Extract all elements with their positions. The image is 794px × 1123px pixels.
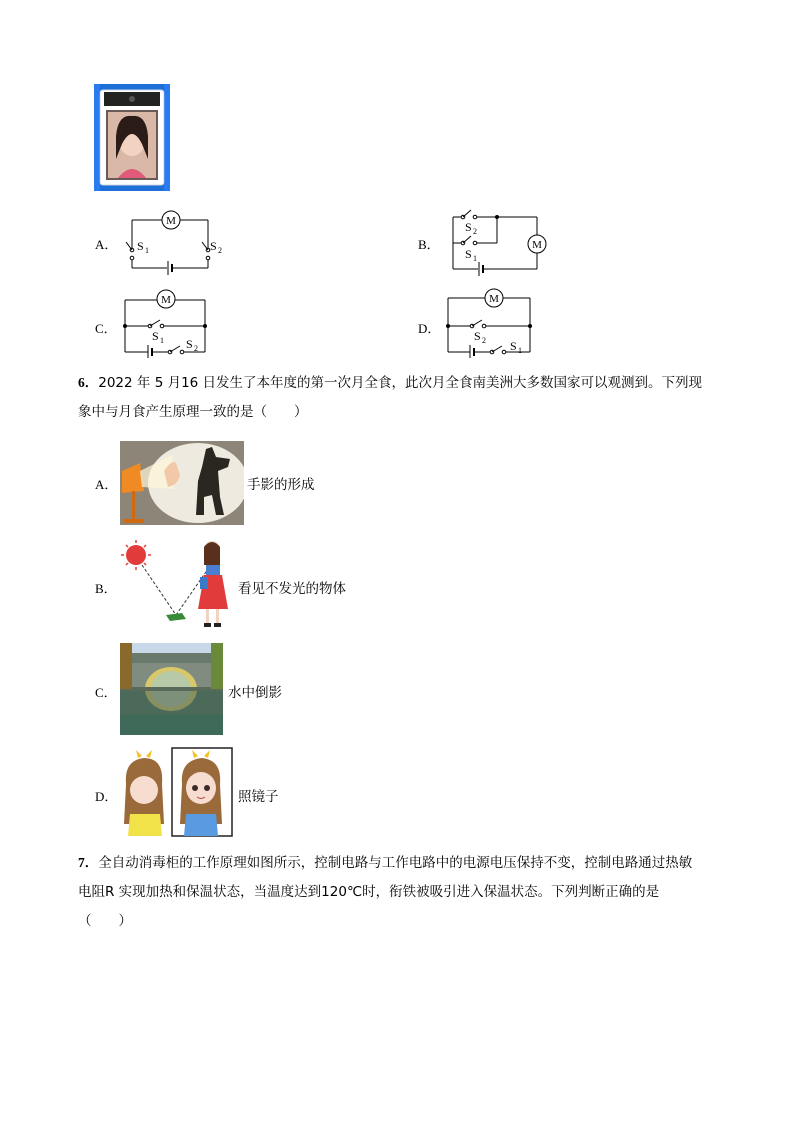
svg-text:2: 2 [473, 227, 477, 236]
svg-text:S: S [210, 239, 217, 253]
question-6-line1: 2022 年 5 月16 日发生了本年度的第一次月全食，此次月全食南美洲大多数国家可以观测到。下列现 [98, 375, 703, 391]
svg-text:1: 1 [160, 336, 164, 345]
question-7-number: 7． [78, 855, 99, 870]
question-6-line2: 象中与月食产生原理一致的是（ ） [78, 404, 308, 420]
q5-option-b-circuit [445, 205, 555, 285]
question-7-line2: 电阻R 实现加热和保温状态，当温度达到120℃时，衔铁被吸引进入保温状态。下列判断正确的是 [78, 884, 660, 900]
svg-text:1: 1 [518, 346, 522, 355]
svg-text:1: 1 [145, 246, 149, 255]
svg-text:S: S [465, 247, 472, 261]
q5-option-d-circuit [442, 288, 534, 362]
q6-option-d-caption: 照镜子 [238, 789, 279, 805]
q6-option-a-label: A． [95, 477, 118, 492]
question-7-line3: （ ） [78, 913, 132, 929]
svg-text:S: S [465, 220, 472, 234]
question-6 [78, 368, 758, 427]
q6-option-b-caption: 看见不发光的物体 [238, 581, 346, 597]
q6-option-c-label: C． [95, 685, 117, 700]
svg-text:2: 2 [194, 344, 198, 353]
seeing-objects-image [120, 537, 236, 631]
svg-text:M: M [161, 294, 171, 306]
question-7 [78, 848, 768, 936]
svg-text:S: S [186, 337, 193, 351]
hand-shadow-image [120, 441, 244, 525]
svg-text:1: 1 [473, 254, 477, 263]
q6-option-a-caption: 手影的形成 [247, 477, 315, 493]
q6-option-c-caption: 水中倒影 [228, 685, 282, 701]
water-reflection-image [120, 643, 223, 735]
q5-option-d-label: D． [418, 321, 441, 336]
mirror-image [120, 744, 236, 840]
q5-option-a-label: A． [95, 237, 118, 252]
question-7-line1: 全自动消毒柜的工作原理如图所示，控制电路与工作电路中的电源电压保持不变，控制电路通过热敏 [98, 855, 693, 871]
q5-option-b-label: B． [418, 237, 440, 252]
q5-option-c-label: C． [95, 321, 117, 336]
svg-text:2: 2 [482, 336, 486, 345]
svg-text:S: S [152, 329, 159, 343]
motor-m: M [166, 215, 176, 227]
svg-text:M: M [489, 293, 499, 305]
q5-option-a-circuit [120, 206, 230, 280]
face-recognition-device-image [94, 84, 170, 191]
svg-text:M: M [532, 239, 542, 251]
svg-text:S: S [137, 239, 144, 253]
q6-option-d-label: D． [95, 789, 118, 804]
question-6-number: 6． [78, 375, 99, 390]
svg-text:S: S [510, 339, 517, 353]
q6-option-b-label: B． [95, 581, 117, 596]
svg-text:2: 2 [218, 246, 222, 255]
q5-option-c-circuit [120, 288, 212, 362]
svg-text:S: S [474, 329, 481, 343]
